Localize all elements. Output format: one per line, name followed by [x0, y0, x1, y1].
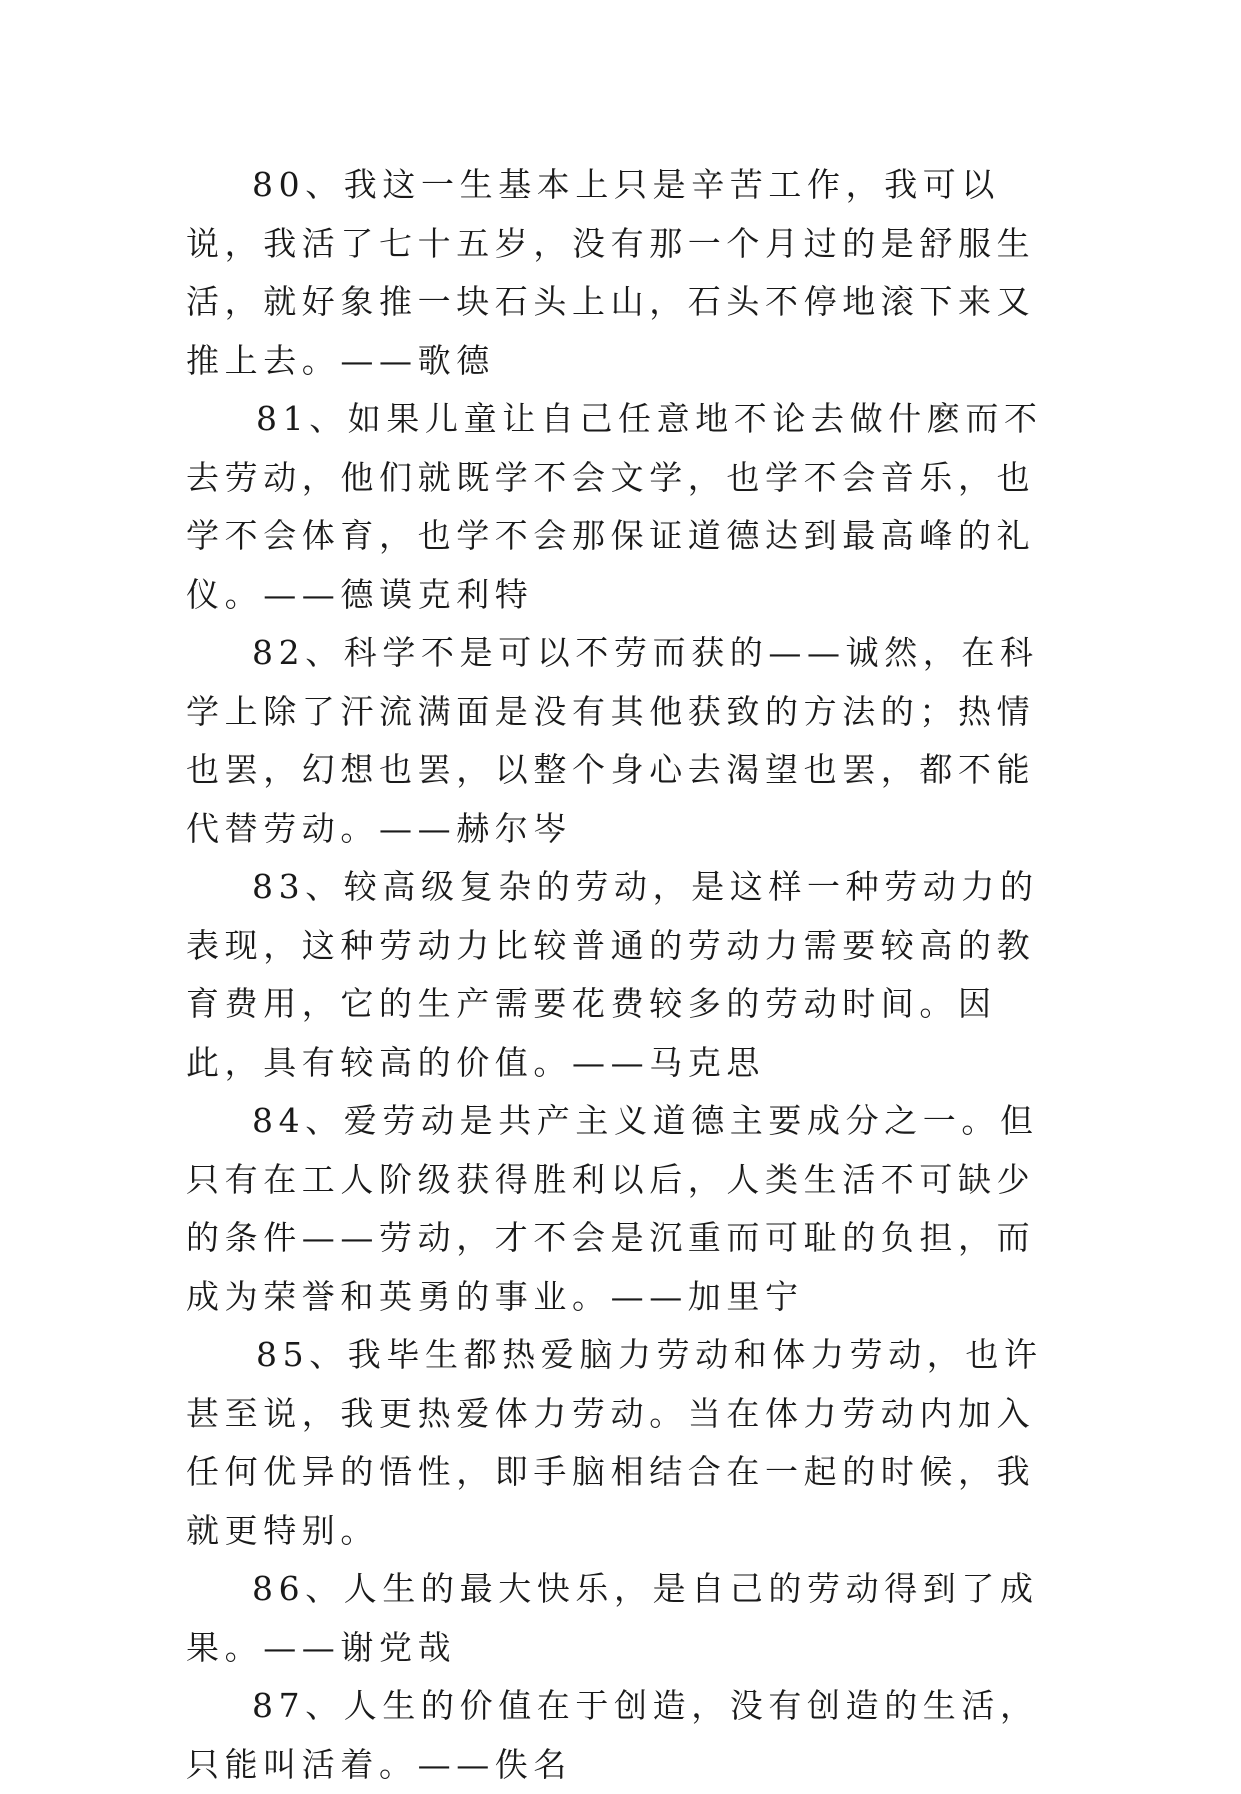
quote-paragraph-84: 84、爱劳动是共产主义道德主要成分之一。但只有在工人阶级获得胜利以后，人类生活不可缺少的条件——劳动，才不会是沉重而可耻的负担，而成为荣誉和英勇的事业。——加里宁 — [186, 1101, 1039, 1316]
quote-paragraph-83: 83、较高级复杂的劳动，是这样一种劳动力的表现，这种劳动力比较普通的劳动力需要较高的教育费用，它的生产需要花费较多的劳动时间。因此，具有较高的价值。——马克思 — [186, 867, 1039, 1082]
quote-paragraph-87: 87、人生的价值在于创造，没有创造的生活，只能叫活着。——佚名 — [186, 1686, 1039, 1784]
quote-paragraph-81: 81、如果儿童让自己任意地不论去做什麽而不去劳动，他们就既学不会文学，也学不会音乐，也学不会体育，也学不会那保证道德达到最高峰的礼仪。——德谟克利特 — [186, 399, 1043, 614]
quote-paragraph-85: 85、我毕生都热爱脑力劳动和体力劳动，也许甚至说，我更热爱体力劳动。当在体力劳动内加入任何优异的悟性，即手脑相结合在一起的时候，我就更特别。 — [186, 1335, 1043, 1550]
quote-paragraph-80: 80、我这一生基本上只是辛苦工作，我可以说，我活了七十五岁，没有那一个月过的是舒服生活，就好象推一块石头上山，石头不停地滚下来又推上去。——歌德 — [186, 165, 1036, 380]
document-body — [186, 156, 1066, 1794]
quote-paragraph-82: 82、科学不是可以不劳而获的——诚然，在科学上除了汗流满面是没有其他获致的方法的；热情也罢，幻想也罢，以整个身心去渴望也罢，都不能代替劳动。——赫尔岑 — [186, 633, 1039, 848]
quote-paragraph-86: 86、人生的最大快乐，是自己的劳动得到了成果。——谢党哉 — [186, 1569, 1039, 1667]
